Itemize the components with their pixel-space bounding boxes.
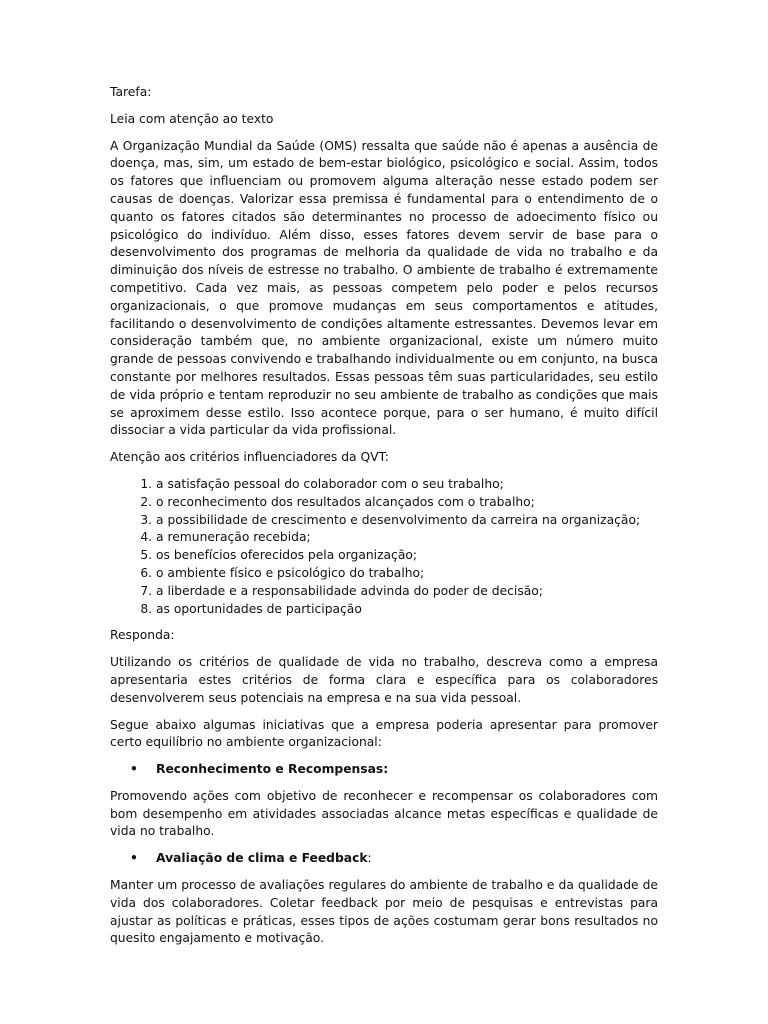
body-paragraph: A Organização Mundial da Saúde (OMS) ressalta que saúde não é apenas a ausência de doença, mas, sim, um estado de bem-estar biológico, psicológico e social. Assim, todos os fatores que influenciam ou promovem alguma alteração nesse estado podem ser causas de doenças. Valorizar essa premissa é fundamental para o entendimento de o quanto os fatores citados são determinantes no processo de adoecimento físico ou psicológico do indivíduo. Além disso, esses fatores devem servir de base para o desenvolvimento dos programas de melhoria da qualidade de vida no trabalho e da diminuição dos níveis de estresse no trabalho. O ambiente de trabalho é extremamente competitivo. Cada vez mais, as pessoas competem pelo poder e pelos recursos organizacionais, o que promove mudanças em seus comportamentos e atitudes, facilitando o desenvolvimento de condições altamente estressantes. Devemos levar em consideração também que, no ambiente organizacional, existe um número muito grande de pessoas convivendo e trabalhando individualmente ou em conjunto, na busca constante por melhores resultados. Essas pessoas têm suas particularidades, seu estilo de vida próprio e tentam reproduzir no seu ambiente de trabalho as condições que mais se aproximem desse estilo. Isso acontece porque, para o ser humano, é muito difícil dissociar a vida particular da vida profissional. <box>110 138 658 438</box>
criteria-item: 3. a possibilidade de crescimento e desenvolvimento da carreira na organização; <box>156 512 658 530</box>
initiative-2-text: Manter um processo de avaliações regulares do ambiente de trabalho e da qualidade de vida dos colaboradores. Coletar feedback por meio de pesquisas e entrevistas para ajustar as políticas e práticas, esses tipos de ações costumam gerar bons resultados no quesito engajamento e motivação. <box>110 878 658 946</box>
initiative-1-text: Promovendo ações com objetivo de reconhecer e recompensar os colaboradores com bom desempenho em atividades associadas alcance metas específicas e qualidade de vida no trabalho. <box>110 788 658 839</box>
initiatives-intro: Segue abaixo algumas iniciativas que a empresa poderia apresentar para promover certo equilíbrio no ambiente organizacional: <box>110 717 658 750</box>
criteria-item: 1. a satisfação pessoal do colaborador com o seu trabalho; <box>156 476 658 494</box>
initiative-2-bullet-list <box>110 850 658 868</box>
bullet-icon: • <box>130 851 138 866</box>
criteria-item: 2. o reconhecimento dos resultados alcançados com o trabalho; <box>156 494 658 512</box>
initiative-2-bullet <box>110 850 658 868</box>
bullet-icon: • <box>130 762 138 777</box>
answer-heading: Responda: <box>110 628 175 643</box>
criteria-item: 6. o ambiente físico e psicológico do trabalho; <box>156 565 658 583</box>
initiative-2-title: Avaliação de clima e Feedback <box>156 851 368 866</box>
intro-line: Leia com atenção ao texto <box>110 111 274 126</box>
criteria-item: 5. os benefícios oferecidos pela organização; <box>156 547 658 565</box>
criteria-item: 7. a liberdade e a responsabilidade advinda do poder de decisão; <box>156 583 658 601</box>
criteria-list <box>110 476 658 618</box>
criteria-heading: Atenção aos critérios influenciadores da QVT: <box>110 450 389 465</box>
initiative-1-bullet <box>110 761 658 779</box>
initiative-2-title-suffix: : <box>367 851 372 866</box>
initiative-1-bullet-list <box>110 761 658 779</box>
initiative-1-title: Reconhecimento e Recompensas: <box>156 762 389 777</box>
question-paragraph: Utilizando os critérios de qualidade de vida no trabalho, descreva como a empresa apresentaria estes critérios de forma clara e específica para os colaboradores desenvolverem seus potenciais na empresa e na sua vida pessoal. <box>110 655 658 705</box>
criteria-item: 4. a remuneração recebida; <box>156 529 658 547</box>
task-heading: Tarefa: <box>110 85 152 99</box>
document-page <box>110 84 658 957</box>
criteria-item: 8. as oportunidades de participação <box>156 601 658 619</box>
